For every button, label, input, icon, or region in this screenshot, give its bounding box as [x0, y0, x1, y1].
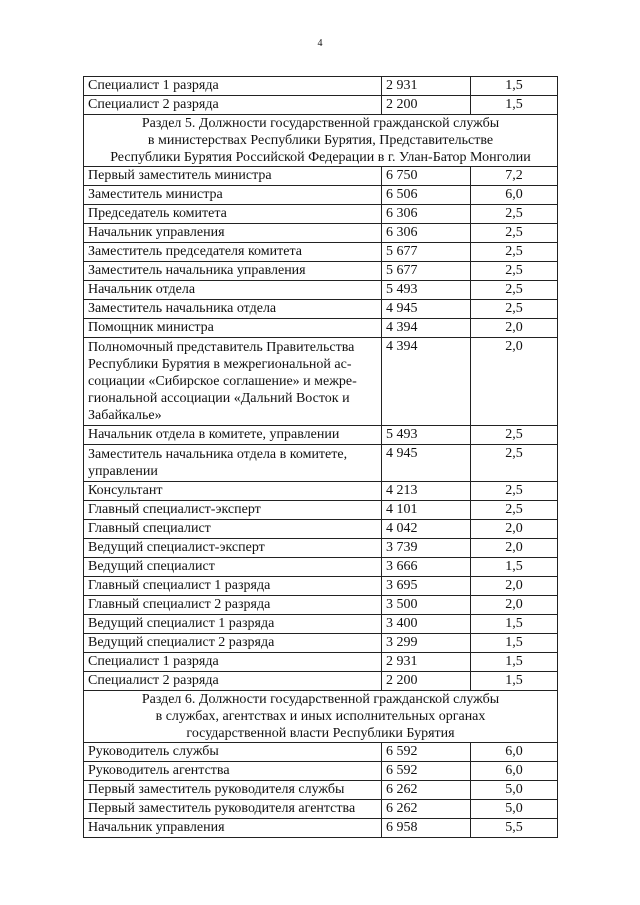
- section-header-row: [84, 115, 558, 167]
- position-line: управлении: [88, 464, 158, 479]
- table-row: [84, 781, 558, 800]
- position-cell: Помощник министра: [84, 319, 382, 338]
- salary-cell: 6 306: [382, 205, 471, 224]
- position-cell: Консультант: [84, 482, 382, 501]
- salary-cell: 5 677: [382, 262, 471, 281]
- section-header-cell: [84, 115, 558, 167]
- salary-cell: 3 400: [382, 615, 471, 634]
- table-row: [84, 205, 558, 224]
- position-cell: Специалист 1 разряда: [84, 77, 382, 96]
- section-header-line: Республики Бурятия Российской Федерации в г. Улан-Батор Монголии: [110, 150, 531, 165]
- coefficient-cell: 2,0: [471, 520, 558, 539]
- coefficient-cell: 5,5: [471, 819, 558, 838]
- table-row: [84, 186, 558, 205]
- position-cell: Заместитель министра: [84, 186, 382, 205]
- section-header-line: государственной власти Республики Бурятия: [186, 726, 455, 741]
- salary-cell: 4 042: [382, 520, 471, 539]
- salary-cell: 4 945: [382, 445, 471, 482]
- section-header-line: в службах, агентствах и иных исполнительных органах: [155, 709, 486, 724]
- table-row: [84, 224, 558, 243]
- table-row: [84, 672, 558, 691]
- coefficient-cell: 2,5: [471, 243, 558, 262]
- table-row: [84, 819, 558, 838]
- coefficient-cell: 2,5: [471, 482, 558, 501]
- salary-cell: 6 750: [382, 167, 471, 186]
- position-cell: Ведущий специалист 2 разряда: [84, 634, 382, 653]
- position-cell: Председатель комитета: [84, 205, 382, 224]
- position-cell: Заместитель начальника отдела: [84, 300, 382, 319]
- coefficient-cell: 6,0: [471, 186, 558, 205]
- coefficient-cell: 5,0: [471, 781, 558, 800]
- coefficient-cell: 2,0: [471, 338, 558, 426]
- coefficient-cell: 2,5: [471, 501, 558, 520]
- coefficient-cell: 2,0: [471, 596, 558, 615]
- table-row: [84, 539, 558, 558]
- section-header-row: [84, 691, 558, 743]
- table-row: [84, 319, 558, 338]
- table-row: [84, 243, 558, 262]
- coefficient-cell: 1,5: [471, 653, 558, 672]
- position-cell: Специалист 1 разряда: [84, 653, 382, 672]
- table-row: [84, 501, 558, 520]
- table-row: [84, 743, 558, 762]
- position-cell: Начальник отдела в комитете, управлении: [84, 426, 382, 445]
- table-row: [84, 445, 558, 482]
- table-row: [84, 300, 558, 319]
- salary-cell: 4 213: [382, 482, 471, 501]
- position-cell: Руководитель службы: [84, 743, 382, 762]
- salary-cell: 2 931: [382, 653, 471, 672]
- table-row: [84, 96, 558, 115]
- table-row: [84, 596, 558, 615]
- position-cell: Руководитель агентства: [84, 762, 382, 781]
- position-line: гиональной ассоциации «Дальний Восток и: [88, 391, 350, 406]
- coefficient-cell: 2,0: [471, 539, 558, 558]
- salary-cell: 5 493: [382, 426, 471, 445]
- salary-cell: 2 200: [382, 96, 471, 115]
- position-cell: Начальник управления: [84, 819, 382, 838]
- table-row: [84, 558, 558, 577]
- position-line: Забайкалье»: [88, 408, 162, 423]
- salary-cell: 4 101: [382, 501, 471, 520]
- coefficient-cell: 2,5: [471, 205, 558, 224]
- coefficient-cell: 2,5: [471, 224, 558, 243]
- position-cell: Главный специалист 2 разряда: [84, 596, 382, 615]
- page-number: 4: [317, 38, 323, 49]
- salary-cell: 6 592: [382, 762, 471, 781]
- table-row: [84, 577, 558, 596]
- salary-cell: 3 739: [382, 539, 471, 558]
- salary-cell: 6 958: [382, 819, 471, 838]
- position-cell: Начальник управления: [84, 224, 382, 243]
- coefficient-cell: 1,5: [471, 634, 558, 653]
- position-cell: Ведущий специалист: [84, 558, 382, 577]
- table-row: [84, 482, 558, 501]
- coefficient-cell: 1,5: [471, 96, 558, 115]
- table-row: [84, 262, 558, 281]
- section-header-line: Раздел 5. Должности государственной гражданской службы: [141, 116, 500, 131]
- position-cell: Начальник отдела: [84, 281, 382, 300]
- position-line: Республики Бурятия в межрегиональной ас-: [88, 357, 352, 372]
- coefficient-cell: 1,5: [471, 672, 558, 691]
- coefficient-cell: 2,0: [471, 319, 558, 338]
- table-row: [84, 520, 558, 539]
- salary-cell: 6 306: [382, 224, 471, 243]
- section-header-line: Раздел 6. Должности государственной гражданской службы: [141, 692, 500, 707]
- salary-cell: 3 695: [382, 577, 471, 596]
- table-row: [84, 800, 558, 819]
- table-row: [84, 77, 558, 96]
- coefficient-cell: 6,0: [471, 743, 558, 762]
- salary-cell: 3 299: [382, 634, 471, 653]
- position-cell: Первый заместитель руководителя агентства: [84, 800, 382, 819]
- table-row: [84, 281, 558, 300]
- section-header-cell: [84, 691, 558, 743]
- position-cell: Специалист 2 разряда: [84, 96, 382, 115]
- salary-cell: 4 394: [382, 338, 471, 426]
- table-row: [84, 653, 558, 672]
- coefficient-cell: 5,0: [471, 800, 558, 819]
- position-cell: Первый заместитель министра: [84, 167, 382, 186]
- salary-cell: 6 506: [382, 186, 471, 205]
- coefficient-cell: 2,5: [471, 426, 558, 445]
- salary-cell: 2 931: [382, 77, 471, 96]
- coefficient-cell: 2,5: [471, 445, 558, 482]
- position-cell: Главный специалист 1 разряда: [84, 577, 382, 596]
- position-line: Заместитель начальника отдела в комитете,: [88, 447, 348, 462]
- table-row: [84, 338, 558, 426]
- coefficient-cell: 2,5: [471, 281, 558, 300]
- salary-cell: 6 262: [382, 800, 471, 819]
- salary-cell: 3 500: [382, 596, 471, 615]
- coefficient-cell: 1,5: [471, 558, 558, 577]
- position-cell: [84, 338, 382, 426]
- coefficient-cell: 7,2: [471, 167, 558, 186]
- salary-cell: 4 945: [382, 300, 471, 319]
- table-row: [84, 167, 558, 186]
- position-cell: Главный специалист: [84, 520, 382, 539]
- coefficient-cell: 6,0: [471, 762, 558, 781]
- coefficient-cell: 1,5: [471, 77, 558, 96]
- position-cell: Ведущий специалист-эксперт: [84, 539, 382, 558]
- coefficient-cell: 2,5: [471, 262, 558, 281]
- position-cell: Заместитель председателя комитета: [84, 243, 382, 262]
- position-cell: [84, 445, 382, 482]
- salary-table: [83, 76, 558, 838]
- position-cell: Специалист 2 разряда: [84, 672, 382, 691]
- table-row: [84, 634, 558, 653]
- salary-cell: 6 262: [382, 781, 471, 800]
- salary-cell: 4 394: [382, 319, 471, 338]
- position-line: социации «Сибирское соглашение» и межре-: [88, 374, 357, 389]
- coefficient-cell: 1,5: [471, 615, 558, 634]
- coefficient-cell: 2,0: [471, 577, 558, 596]
- coefficient-cell: 2,5: [471, 300, 558, 319]
- section-header-line: в министерствах Республики Бурятия, Представительстве: [147, 133, 494, 148]
- position-cell: Ведущий специалист 1 разряда: [84, 615, 382, 634]
- table-row: [84, 426, 558, 445]
- salary-cell: 2 200: [382, 672, 471, 691]
- salary-cell: 5 677: [382, 243, 471, 262]
- position-cell: Первый заместитель руководителя службы: [84, 781, 382, 800]
- position-cell: Заместитель начальника управления: [84, 262, 382, 281]
- salary-cell: 5 493: [382, 281, 471, 300]
- table-row: [84, 615, 558, 634]
- salary-table-body: [84, 77, 558, 838]
- position-cell: Главный специалист-эксперт: [84, 501, 382, 520]
- position-line: Полномочный представитель Правительства: [88, 340, 355, 355]
- table-row: [84, 762, 558, 781]
- salary-cell: 6 592: [382, 743, 471, 762]
- salary-cell: 3 666: [382, 558, 471, 577]
